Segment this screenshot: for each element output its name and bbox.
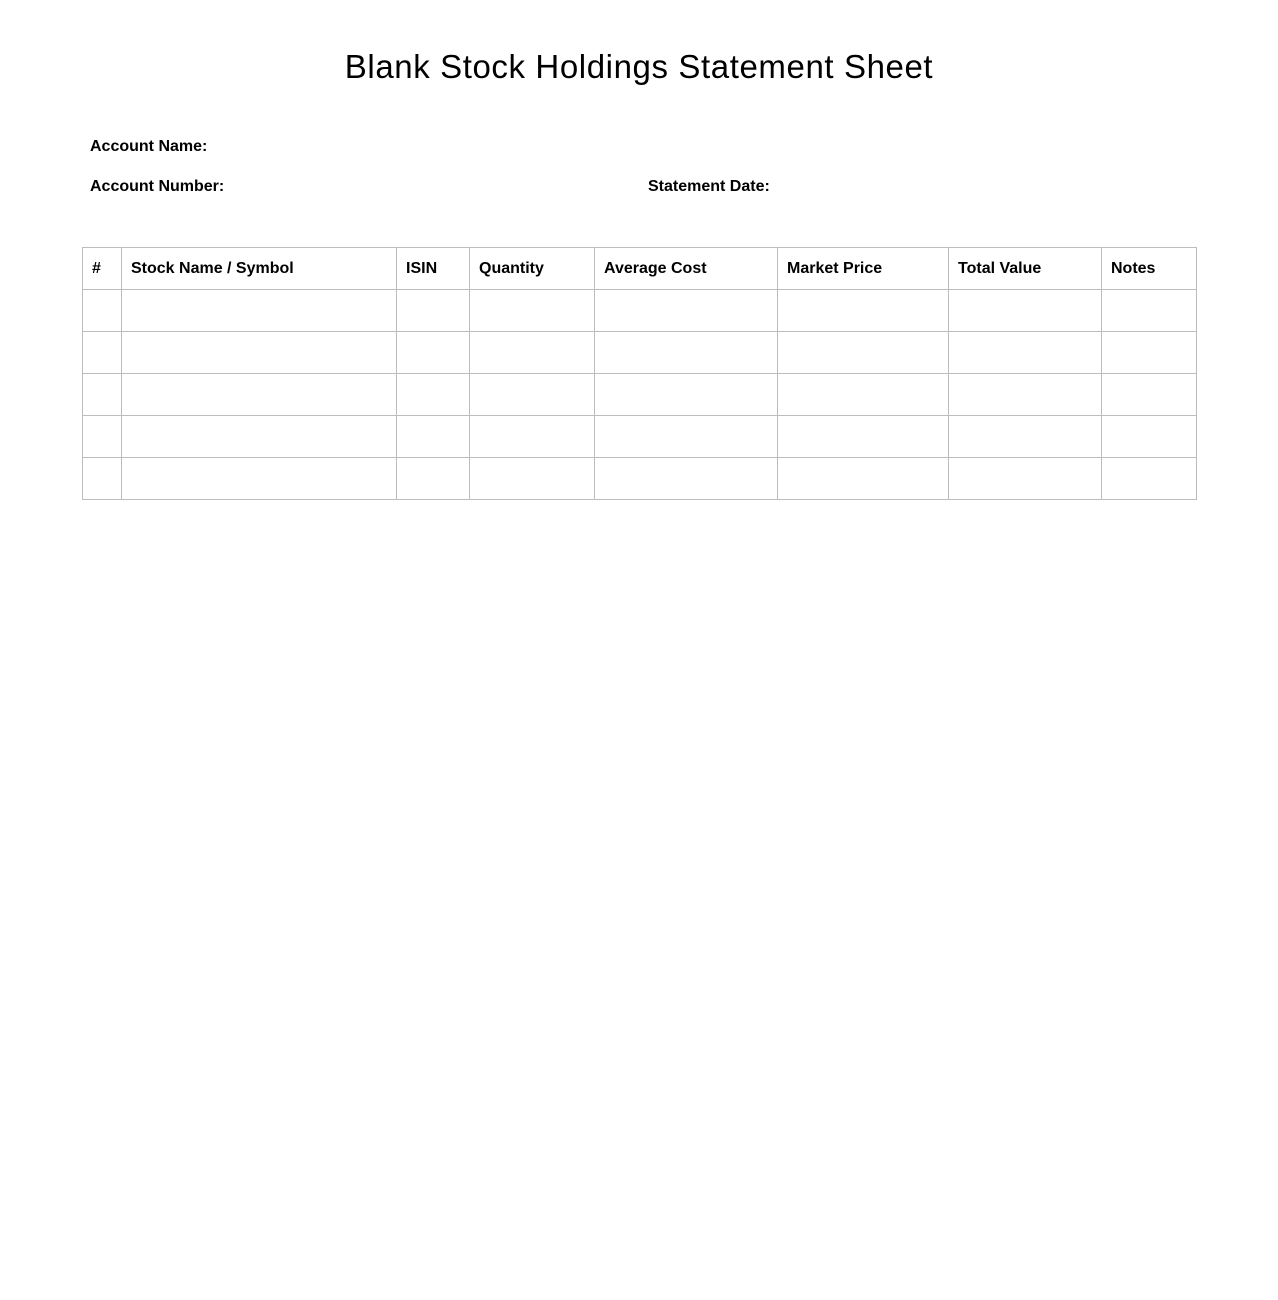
account-number-label: Account Number: <box>90 178 225 195</box>
table-cell <box>397 374 470 416</box>
table-cell <box>1102 458 1197 500</box>
table-cell <box>122 290 397 332</box>
table-cell <box>83 416 122 458</box>
table-cell <box>83 374 122 416</box>
table-cell <box>778 374 949 416</box>
holdings-table <box>82 247 1197 500</box>
table-cell <box>122 416 397 458</box>
column-header-total-value: Total Value <box>949 248 1102 290</box>
table-row <box>83 458 1197 500</box>
table-cell <box>595 458 778 500</box>
column-header-number: # <box>83 248 122 290</box>
table-cell <box>470 458 595 500</box>
table-cell <box>595 374 778 416</box>
account-name-label: Account Name: <box>90 138 208 155</box>
column-header-quantity: Quantity <box>470 248 595 290</box>
column-header-market-price: Market Price <box>778 248 949 290</box>
page-title: Blank Stock Holdings Statement Sheet <box>344 48 934 85</box>
table-row <box>83 416 1197 458</box>
table-cell <box>397 332 470 374</box>
column-header-average-cost: Average Cost <box>595 248 778 290</box>
table-cell <box>83 332 122 374</box>
table-cell <box>1102 332 1197 374</box>
statement-date-label: Statement Date: <box>648 178 770 195</box>
table-cell <box>122 332 397 374</box>
table-cell <box>778 416 949 458</box>
table-cell <box>778 290 949 332</box>
table-cell <box>83 458 122 500</box>
table-cell <box>470 332 595 374</box>
table-cell <box>949 458 1102 500</box>
table-row <box>83 374 1197 416</box>
table-cell <box>949 290 1102 332</box>
table-row <box>83 332 1197 374</box>
column-header-notes: Notes <box>1102 248 1197 290</box>
table-cell <box>397 458 470 500</box>
table-cell <box>397 290 470 332</box>
table-cell <box>470 290 595 332</box>
table-cell <box>470 374 595 416</box>
table-cell <box>122 458 397 500</box>
table-cell <box>778 458 949 500</box>
table-cell <box>397 416 470 458</box>
table-cell <box>1102 374 1197 416</box>
column-header-stock-name: Stock Name / Symbol <box>122 248 397 290</box>
table-cell <box>1102 416 1197 458</box>
table-cell <box>122 374 397 416</box>
table-cell <box>949 332 1102 374</box>
table-cell <box>778 332 949 374</box>
table-cell <box>470 416 595 458</box>
table-row <box>83 290 1197 332</box>
table-cell <box>1102 290 1197 332</box>
table-cell <box>595 290 778 332</box>
column-header-isin: ISIN <box>397 248 470 290</box>
table-cell <box>595 416 778 458</box>
table-header-row <box>83 248 1197 290</box>
table-cell <box>949 374 1102 416</box>
table-cell <box>83 290 122 332</box>
table-cell <box>949 416 1102 458</box>
table-cell <box>595 332 778 374</box>
